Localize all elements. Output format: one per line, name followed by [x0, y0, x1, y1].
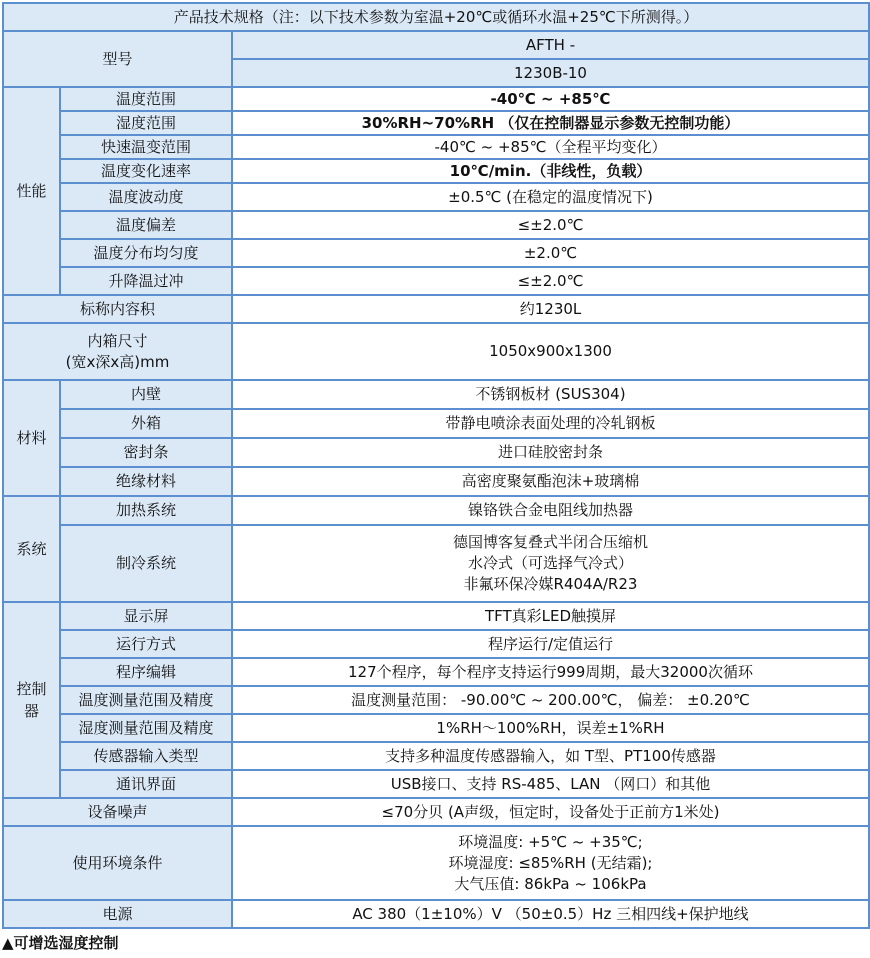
row-value: ±2.0℃: [232, 239, 869, 267]
environment-value: [232, 826, 869, 900]
row-value: 127个程序，每个程序支持运行999周期，最大32000次循环: [232, 658, 869, 686]
row-label: 内壁: [60, 380, 232, 409]
inner-size-label: [3, 323, 232, 380]
noise-label: 设备噪声: [3, 798, 232, 826]
row-value: 温度测量范围： -90.00℃ ~ 200.00℃， 偏差： ±0.20℃: [232, 686, 869, 714]
row-value: 1%RH～100%RH，误差±1%RH: [232, 714, 869, 742]
environment-value-line2: 环境湿度: ≤85%RH (无结霜);: [448, 853, 653, 872]
performance-group-label: 性能: [3, 87, 60, 295]
cooling-value: [232, 525, 869, 602]
inner-size-label-line2: (宽x深x高)mm: [65, 352, 170, 371]
row-label: 温度范围: [60, 87, 232, 111]
row-value: 支持多种温度传感器输入，如 T型、PT100传感器: [232, 742, 869, 770]
row-label: 快速温变范围: [60, 135, 232, 159]
model-value-line1: AFTH -: [232, 31, 869, 59]
inner-size-value: 1050x900x1300: [232, 323, 869, 380]
volume-value: 约1230L: [232, 295, 869, 323]
row-label: 温度变化速率: [60, 159, 232, 183]
row-value: 高密度聚氨酯泡沫+玻璃棉: [232, 467, 869, 496]
controller-group-label-line1: 控制: [16, 680, 47, 698]
controller-group-label-line2: 器: [23, 702, 39, 720]
controller-group-label: [3, 602, 60, 798]
row-label: 加热系统: [60, 496, 232, 525]
power-value: AC 380（1±10%）V （50±0.5）Hz 三相四线+保护地线: [232, 900, 869, 928]
model-label: 型号: [3, 31, 232, 87]
row-label: 升降温过冲: [60, 267, 232, 295]
volume-label: 标称内容积: [3, 295, 232, 323]
row-label: 外箱: [60, 409, 232, 438]
noise-value: ≤70分贝 (A声级，恒定时，设备处于正前方1米处): [232, 798, 869, 826]
row-value: ≤±2.0℃: [232, 267, 869, 295]
cooling-value-line3: 非氟环保冷媒R404A/R23: [463, 575, 638, 593]
power-label: 电源: [3, 900, 232, 928]
row-value: USB接口、支持 RS-485、LAN （网口）和其他: [232, 770, 869, 798]
table-header: 产品技术规格（注：以下技术参数为室温+20℃或循环水温+25℃下所测得。）: [3, 3, 869, 31]
row-label: 程序编辑: [60, 658, 232, 686]
environment-value-line1: 环境温度: +5℃ ~ +35℃;: [458, 832, 643, 851]
row-value: TFT真彩LED触摸屏: [232, 602, 869, 630]
row-label: 温度波动度: [60, 183, 232, 211]
spec-table: [2, 2, 870, 929]
row-label: 温度分布均匀度: [60, 239, 232, 267]
row-label: 绝缘材料: [60, 467, 232, 496]
system-group-label: 系统: [3, 496, 60, 602]
row-value: ≤±2.0℃: [232, 211, 869, 239]
environment-label: 使用环境条件: [3, 826, 232, 900]
row-label: 温度偏差: [60, 211, 232, 239]
row-value: 程序运行/定值运行: [232, 630, 869, 658]
model-value-line2: 1230B-10: [232, 59, 869, 87]
row-value: 进口硅胶密封条: [232, 438, 869, 467]
row-value: ±0.5℃ (在稳定的温度情况下): [232, 183, 869, 211]
row-value: 30%RH~70%RH （仅在控制器显示参数无控制功能）: [232, 111, 869, 135]
row-label: 温度测量范围及精度: [60, 686, 232, 714]
row-value: 带静电喷涂表面处理的冷轧钢板: [232, 409, 869, 438]
row-label: 传感器输入类型: [60, 742, 232, 770]
row-value: -40℃ ~ +85℃: [232, 87, 869, 111]
row-value: 镍铬铁合金电阻线加热器: [232, 496, 869, 525]
row-value: -40℃ ~ +85℃（全程平均变化）: [232, 135, 869, 159]
footnote: ▲可增选湿度控制: [2, 934, 119, 952]
row-label: 湿度范围: [60, 111, 232, 135]
row-label: 密封条: [60, 438, 232, 467]
row-label: 显示屏: [60, 602, 232, 630]
inner-size-label-line1: 内箱尺寸: [87, 331, 148, 350]
row-label: 湿度测量范围及精度: [60, 714, 232, 742]
environment-value-line3: 大气压值: 86kPa ~ 106kPa: [454, 874, 647, 893]
row-label: 制冷系统: [60, 525, 232, 602]
row-value: 不锈钢板材 (SUS304): [232, 380, 869, 409]
cooling-value-line1: 德国博客复叠式半闭合压缩机: [452, 533, 648, 551]
row-value: 10℃/min.（非线性，负载）: [232, 159, 869, 183]
row-label: 通讯界面: [60, 770, 232, 798]
materials-group-label: 材料: [3, 380, 60, 496]
row-label: 运行方式: [60, 630, 232, 658]
cooling-value-line2: 水冷式（可选择气冷式）: [467, 554, 633, 572]
